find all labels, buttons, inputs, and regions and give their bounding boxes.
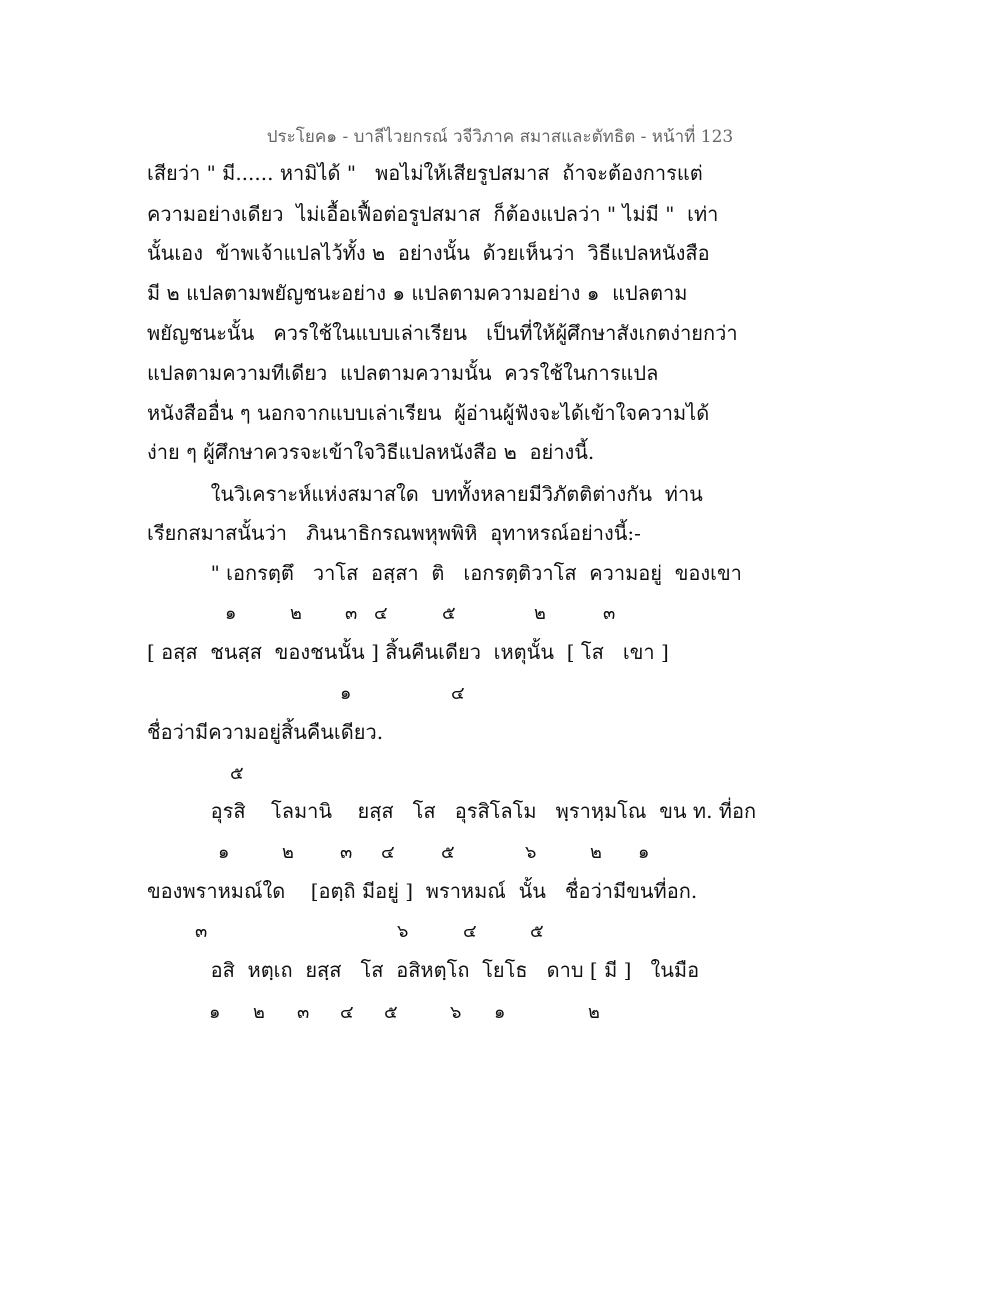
- gloss-numeral: ๕: [441, 842, 455, 863]
- text-line: หนังสืออื่น ๆ นอกจากแบบเล่าเรียน ผู้อ่านผู้ฟังจะได้เข้าใจความได้: [147, 401, 710, 425]
- gloss-numeral: ๔: [463, 921, 477, 942]
- gloss-numeral: ๑: [209, 1002, 221, 1023]
- text-line: ชื่อว่ามีความอยู่สิ้นคืนเดียว.: [147, 720, 384, 744]
- gloss-numeral: ๕: [384, 1002, 398, 1023]
- text-line: ความอย่างเดียว ไม่เอื้อเฟื้อต่อรูปสมาส ก็ต้องแปลว่า " ไม่มี " เท่า: [147, 202, 719, 226]
- gloss-numeral: ๖: [450, 1002, 462, 1023]
- text-line: " เอกรตฺตึ วาโส อสฺสา ติ เอกรตฺติวาโส ความอยู่ ของเขา: [147, 561, 742, 585]
- text-line: อุรสิ โลมานิ ยสฺส โส อุรสิโลโม พฺราหฺมโณ ขน ท. ที่อก: [147, 799, 757, 823]
- gloss-numeral: ๑: [218, 842, 230, 863]
- gloss-numeral: ๑: [225, 603, 237, 624]
- gloss-numeral: ๒: [588, 1002, 600, 1023]
- gloss-numeral: ๒: [282, 842, 294, 863]
- gloss-numeral: ๔: [451, 683, 465, 704]
- text-line: ในวิเคราะห์แห่งสมาสใด บททั้งหลายมีวิภัตติต่างกัน ท่าน: [147, 482, 703, 506]
- gloss-numeral: ๓: [195, 921, 208, 942]
- text-line: อสิ หตฺเถ ยสฺส โส อสิหตฺโถ โยโธ ดาบ [ มี ] ในมือ: [147, 958, 700, 982]
- text-line: เสียว่า " มี...... หามิได้ " พอไม่ให้เสียรูปสมาส ถ้าจะต้องการแต่: [147, 161, 703, 185]
- gloss-numeral: ๑: [494, 1002, 506, 1023]
- gloss-numeral: ๒: [534, 603, 546, 624]
- text-line: พยัญชนะนั้น ควรใช้ในแบบเล่าเรียน เป็นที่ให้ผู้ศึกษาสังเกตง่ายกว่า: [147, 321, 738, 345]
- gloss-numeral: ๑: [340, 683, 352, 704]
- text-line: [ อสฺส ชนสฺส ของชนนั้น ] สิ้นคืนเดียว เหตุนั้น [ โส เขา ]: [147, 640, 669, 664]
- page-header: [0, 123, 1000, 150]
- text-line: นั้นเอง ข้าพเจ้าแปลไว้ทั้ง ๒ อย่างนั้น ด้วยเห็นว่า วิธีแปลหนังสือ: [147, 241, 710, 265]
- gloss-numeral: ๑: [638, 842, 650, 863]
- gloss-numeral: ๔: [381, 842, 395, 863]
- gloss-numeral: ๔: [340, 1002, 354, 1023]
- text-line: แปลตามความทีเดียว แปลตามความนั้น ควรใช้ในการแปล: [147, 361, 659, 385]
- gloss-numeral: ๓: [345, 603, 358, 624]
- gloss-numeral: ๒: [590, 842, 602, 863]
- gloss-numeral: ๕: [230, 763, 244, 784]
- text-line: ง่าย ๆ ผู้ศึกษาควรจะเข้าใจวิธีแปลหนังสือ ๒ อย่างนี้.: [147, 440, 595, 464]
- gloss-numeral: ๖: [397, 921, 409, 942]
- text-line: มี ๒ แปลตามพยัญชนะอย่าง ๑ แปลตามความอย่าง ๑ แปลตาม: [147, 281, 688, 305]
- gloss-numeral: ๓: [340, 842, 353, 863]
- gloss-numeral: ๒: [253, 1002, 265, 1023]
- gloss-numeral: ๒: [290, 603, 302, 624]
- gloss-numeral: ๕: [442, 603, 456, 624]
- gloss-numeral: ๕: [530, 921, 544, 942]
- gloss-numeral: ๖: [525, 842, 537, 863]
- page-header-text: ประโยค๑ - บาลีไวยกรณ์ วจีวิภาค สมาสและตัทธิต - หน้าที่ 123: [266, 127, 734, 147]
- gloss-numeral: ๔: [374, 603, 388, 624]
- text-line: ของพราหมณ์ใด [อตฺถิ มีอยู่ ] พราหมณ์ นั้น ชื่อว่ามีขนที่อก.: [147, 879, 698, 903]
- text-line: เรียกสมาสนั้นว่า ภินนาธิกรณพหุพพิหิ อุทาหรณ์อย่างนี้:-: [147, 521, 641, 545]
- gloss-numeral: ๓: [603, 603, 616, 624]
- gloss-numeral: ๓: [297, 1002, 310, 1023]
